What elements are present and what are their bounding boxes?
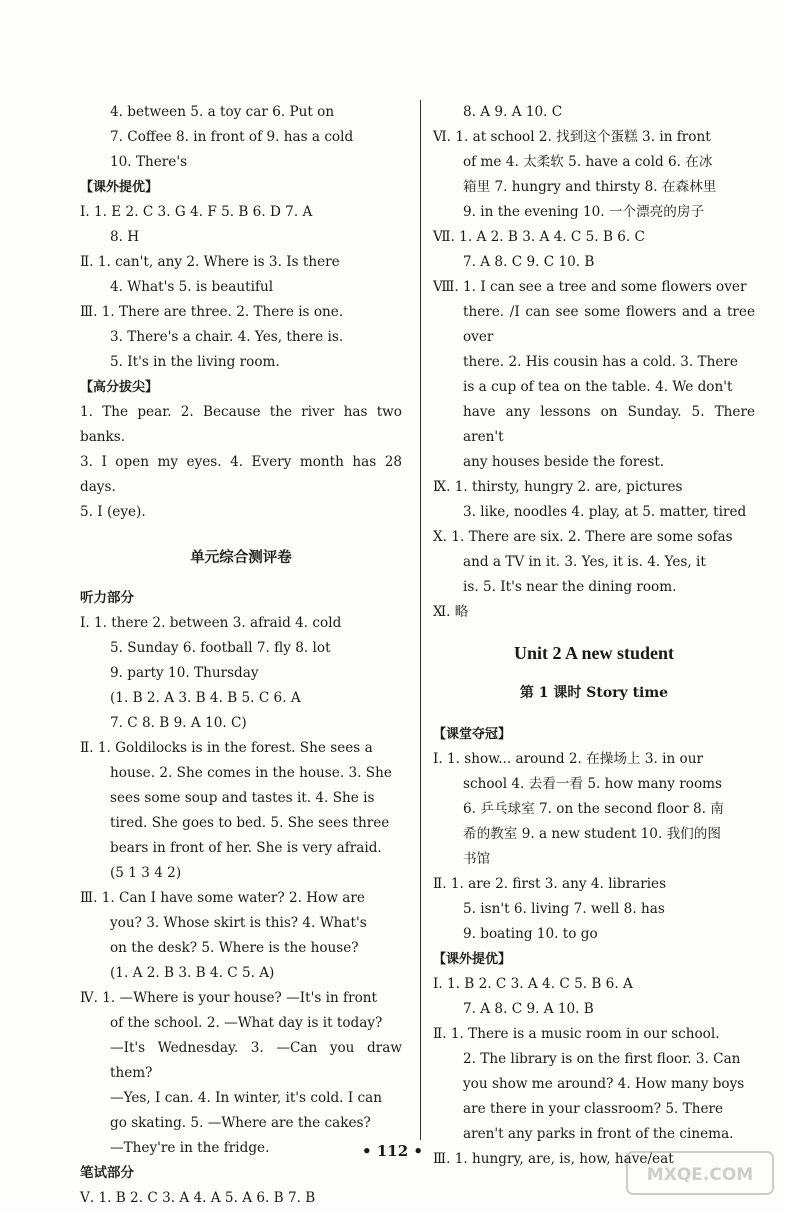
left-column-line: go skating. 5. —Where are the cakes? (110, 1115, 371, 1131)
right-column-line: you show me around? 4. How many boys (463, 1076, 745, 1092)
right-column-line: 2. The library is on the first floor. 3. Can (463, 1051, 741, 1067)
right-column-line: are there in your classroom? 5. There (463, 1101, 724, 1117)
right-column-line: Unit 2 A new student (513, 643, 675, 663)
right-column-line: any houses beside the forest. (463, 454, 665, 470)
right-column-line: there. /I can see some flowers and a tree over (463, 304, 755, 345)
right-column-line: of me 4. 太柔软 5. have a cold 6. 在冰 (463, 154, 713, 170)
right-column-line: Ⅵ. 1. at school 2. 找到这个蛋糕 3. in front (433, 129, 711, 145)
watermark-logo (625, 1150, 775, 1196)
left-column-line: house. 2. She comes in the house. 3. She (110, 765, 392, 781)
right-column-line: Ⅲ. 1. hungry, are, is, how, have/eat (433, 1151, 674, 1167)
right-column-line: 希的教室 9. a new student 10. 我们的图 (463, 826, 721, 842)
left-column-line: 9. party 10. Thursday (110, 665, 259, 681)
right-column-line: 7. A 8. C 9. A 10. B (463, 1001, 594, 1017)
right-column-line: is a cup of tea on the table. 4. We don't (463, 379, 733, 395)
left-column-line: —It's Wednesday. 3. —Can you draw them? (110, 1040, 402, 1081)
right-column-line: have any lessons on Sunday. 5. There aren't (463, 404, 755, 445)
left-column-line: bears in front of her. She is very afraid. (110, 840, 382, 856)
right-column-line: 9. in the evening 10. 一个漂亮的房子 (463, 204, 705, 220)
right-column-line: Ⅺ. 略 (433, 604, 469, 620)
right-column-line: 【课堂夺冠】 (433, 727, 512, 742)
right-column-line: 7. A 8. C 9. C 10. B (463, 254, 595, 270)
left-column-line: Ⅳ. 1. —Where is your house? —It's in front (80, 990, 377, 1006)
left-column-line: of the school. 2. —What day is it today? (110, 1015, 383, 1031)
left-column-line: 3. I open my eyes. 4. Every month has 28 days. (80, 454, 402, 495)
left-column-line: Ⅰ. 1. there 2. between 3. afraid 4. cold (80, 615, 342, 631)
left-column-line: 【高分拔尖】 (80, 380, 159, 395)
left-column-line: on the desk? 5. Where is the house? (110, 940, 359, 956)
left-column-line: 10. There's (110, 154, 188, 170)
left-column-line: 听力部分 (80, 590, 134, 606)
right-column-line: 3. like, noodles 4. play, at 5. matter, tired (463, 504, 747, 520)
right-column-line: Ⅱ. 1. are 2. first 3. any 4. libraries (433, 876, 667, 892)
left-column-line: you? 3. Whose skirt is this? 4. What's (110, 915, 367, 931)
left-column-line: 单元综合测评卷 (190, 550, 292, 566)
right-column-line: 8. A 9. A 10. C (463, 104, 563, 120)
right-column-line: 【课外提优】 (433, 952, 512, 967)
right-column-line: school 4. 去看一看 5. how many rooms (463, 776, 723, 792)
right-column-line: Ⅷ. 1. I can see a tree and some flowers over (433, 279, 747, 295)
right-column-line: is. 5. It's near the dining room. (463, 579, 677, 595)
right-column (433, 100, 755, 1172)
watermark-text: MXQE.COM (646, 1165, 754, 1185)
right-column-line: 9. boating 10. to go (463, 926, 598, 942)
left-column-line: Ⅲ. 1. There are three. 2. There is one. (80, 304, 344, 320)
right-column-line: 5. isn't 6. living 7. well 8. has (463, 901, 665, 917)
left-column-line: 3. There's a chair. 4. Yes, there is. (110, 329, 344, 345)
right-column-line: aren't any parks in front of the cinema. (463, 1126, 734, 1142)
left-column-line: 7. Coffee 8. in front of 9. has a cold (110, 129, 354, 145)
left-column-line: 7. C 8. B 9. A 10. C) (110, 715, 247, 731)
right-column-line: Ⅹ. 1. There are six. 2. There are some sofas (433, 529, 733, 545)
right-column-line: Ⅰ. 1. show... around 2. 在操场上 3. in our (433, 751, 703, 767)
left-column-line: (1. B 2. A 3. B 4. B 5. C 6. A (110, 690, 301, 706)
left-column-line: —Yes, I can. 4. In winter, it's cold. I can (110, 1090, 382, 1106)
left-column-line: sees some soup and tastes it. 4. She is (110, 790, 375, 806)
right-column-line: Ⅸ. 1. thirsty, hungry 2. are, pictures (433, 479, 683, 495)
right-column-line: 箱里 7. hungry and thirsty 8. 在森林里 (463, 179, 717, 195)
left-column-line: Ⅱ. 1. can't, any 2. Where is 3. Is there (80, 254, 340, 270)
left-column-line: 8. H (110, 229, 140, 245)
left-column-line: Ⅲ. 1. Can I have some water? 2. How are (80, 890, 365, 906)
left-column-line: —They're in the fridge. (110, 1140, 270, 1156)
left-column-line: 5. Sunday 6. football 7. fly 8. lot (110, 640, 331, 656)
left-column-line: (5 1 3 4 2) (110, 865, 182, 881)
right-column-line: 书馆 (463, 851, 491, 867)
left-column-line: tired. She goes to bed. 5. She sees three (110, 815, 390, 831)
left-column-line: 【课外提优】 (80, 180, 159, 195)
page-number: • 112 • (362, 1142, 423, 1160)
left-column (80, 100, 402, 1211)
left-column-line: Ⅱ. 1. Goldilocks is in the forest. She sees a (80, 740, 373, 756)
left-column-line: 5. It's in the living room. (110, 354, 280, 370)
right-column-line: Ⅱ. 1. There is a music room in our school. (433, 1026, 720, 1042)
right-column-line: and a TV in it. 3. Yes, it is. 4. Yes, it (463, 554, 706, 570)
left-column-line: (1. A 2. B 3. B 4. C 5. A) (110, 965, 275, 981)
right-column-line: Ⅰ. 1. B 2. C 3. A 4. C 5. B 6. A (433, 976, 633, 992)
left-column-line: 5. I (eye). (80, 504, 146, 520)
left-column-line: 4. between 5. a toy car 6. Put on (110, 104, 335, 120)
left-column-line: Ⅰ. 1. E 2. C 3. G 4. F 5. B 6. D 7. A (80, 204, 313, 220)
column-divider (420, 100, 421, 1140)
left-column-line: Ⅴ. 1. B 2. C 3. A 4. A 5. A 6. B 7. B (80, 1190, 316, 1206)
left-column-line: 4. What's 5. is beautiful (110, 279, 274, 295)
left-column-line: 1. The pear. 2. Because the river has two banks. (80, 404, 402, 445)
right-column-line: there. 2. His cousin has a cold. 3. There (463, 354, 738, 370)
left-column-line: 笔试部分 (80, 1165, 134, 1181)
right-column-line: Ⅶ. 1. A 2. B 3. A 4. C 5. B 6. C (433, 229, 645, 245)
right-column-line: 6. 乒乓球室 7. on the second floor 8. 南 (463, 801, 724, 817)
right-column-line: 第 1 课时 Story time (519, 685, 669, 701)
